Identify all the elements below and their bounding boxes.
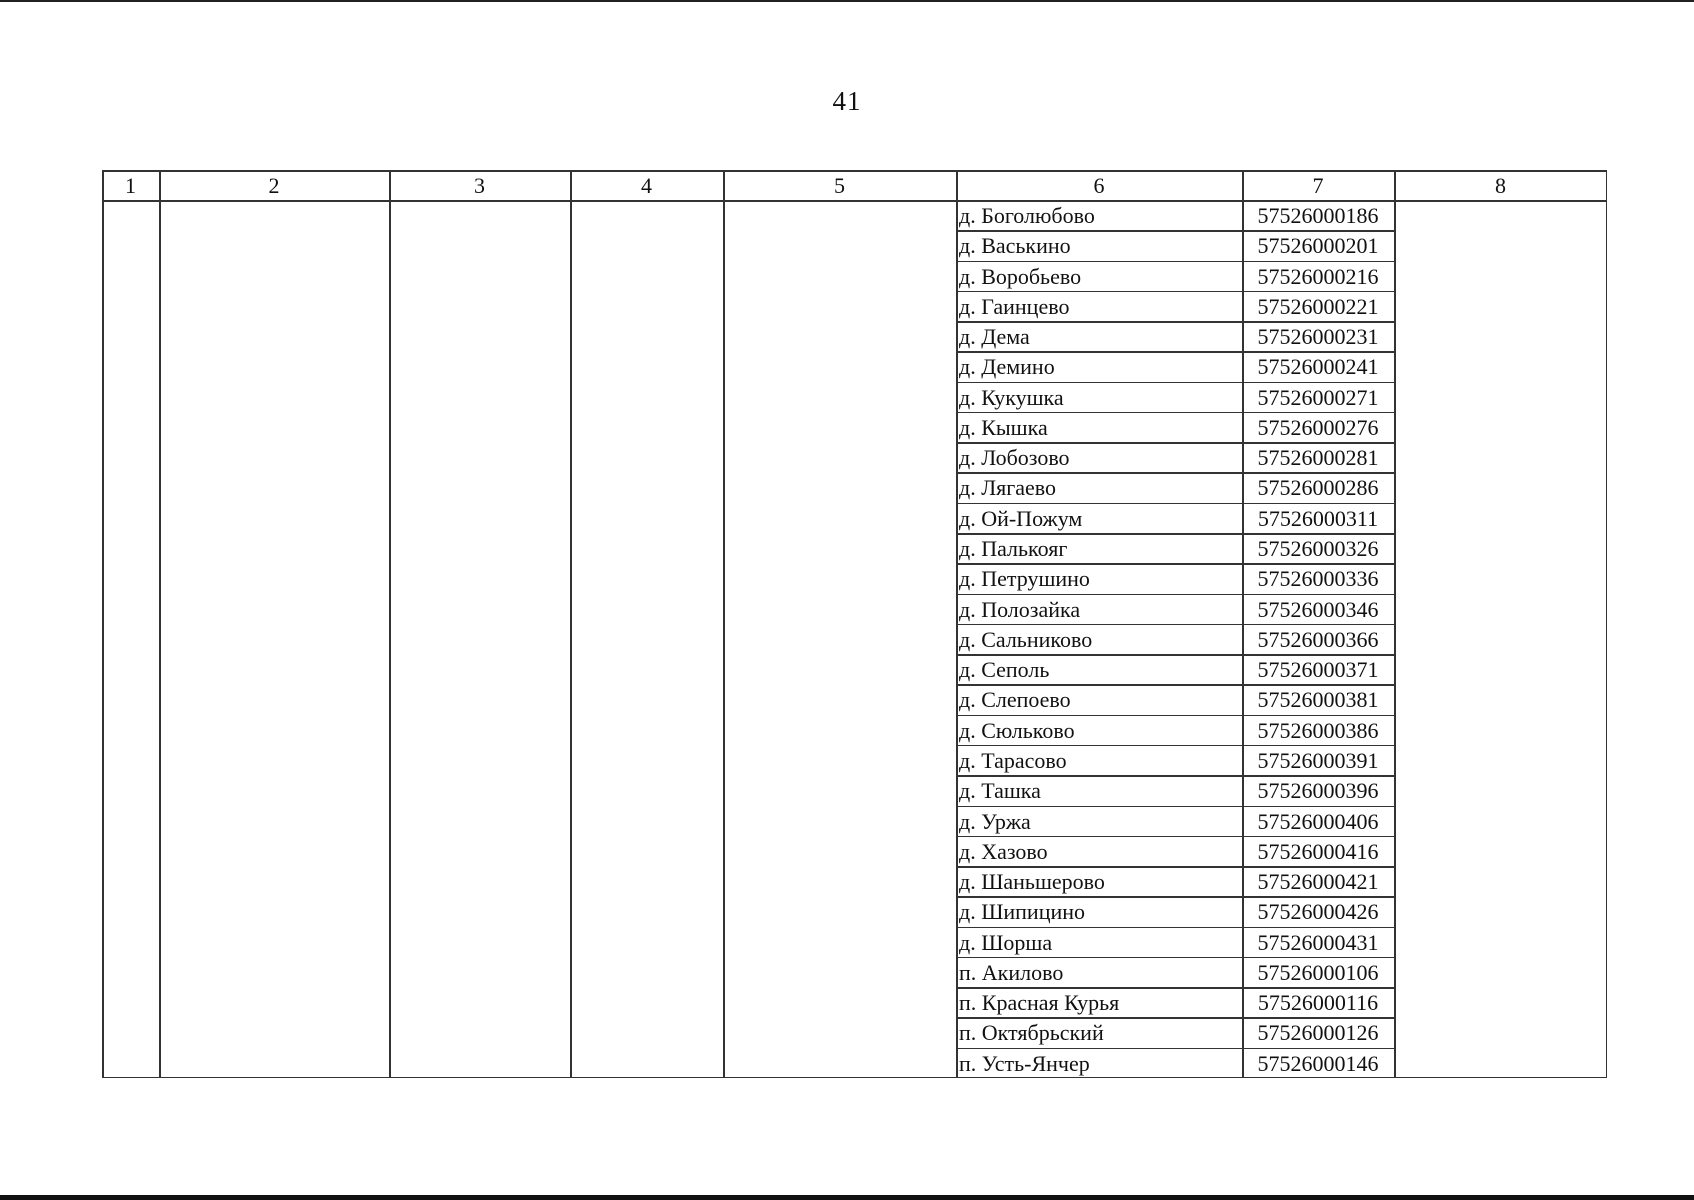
settlement-name: д. Гаинцево — [959, 293, 1070, 319]
column-divider — [1394, 170, 1396, 1078]
oktmo-code: 57526000406 — [1257, 808, 1379, 834]
oktmo-code: 57526000271 — [1257, 384, 1379, 410]
settlement-name: п. Усть-Янчер — [959, 1050, 1090, 1076]
settlement-name: д. Петрушино — [959, 566, 1090, 592]
settlement-name: д. Уржа — [959, 808, 1031, 834]
oktmo-code: 57526000396 — [1257, 778, 1379, 804]
settlement-name: д. Сюльково — [959, 717, 1075, 743]
column-header-8: 8 — [1495, 173, 1506, 198]
oktmo-code: 57526000186 — [1257, 203, 1379, 228]
oktmo-code: 57526000116 — [1257, 990, 1379, 1016]
column-header-6: 6 — [1093, 173, 1105, 198]
oktmo-code: 57526000281 — [1257, 445, 1379, 471]
settlement-name: д. Шипицино — [959, 899, 1086, 925]
column-header-1: 1 — [125, 173, 136, 198]
column-header-5: 5 — [834, 173, 845, 198]
oktmo-code: 57526000216 — [1257, 263, 1379, 289]
oktmo-code: 57526000241 — [1257, 354, 1379, 380]
settlement-name: д. Сеполь — [959, 657, 1050, 683]
column-divider — [159, 170, 161, 1078]
settlement-name: д. Лобозово — [959, 445, 1070, 471]
oktmo-code: 57526000106 — [1257, 959, 1379, 985]
bottom-border — [0, 1195, 1694, 1200]
settlement-name: д. Васькино — [959, 233, 1071, 259]
settlement-name: д. Воробьево — [959, 263, 1082, 289]
settlement-name: д. Полозайка — [959, 596, 1081, 622]
column-header-7: 7 — [1312, 173, 1324, 198]
oktmo-code: 57526000201 — [1257, 233, 1379, 259]
settlement-name: д. Ой-Пожум — [959, 505, 1083, 531]
oktmo-code: 57526000416 — [1257, 838, 1379, 864]
settlement-name: д. Лягаево — [959, 475, 1057, 501]
oktmo-code: 57526000346 — [1257, 596, 1379, 622]
oktmo-code: 57526000286 — [1257, 475, 1379, 501]
settlement-name: д. Тарасово — [959, 747, 1067, 773]
oktmo-code: 57526000386 — [1257, 717, 1379, 743]
oktmo-code: 57526000431 — [1257, 929, 1379, 955]
settlement-name: д. Шорша — [959, 929, 1053, 955]
settlement-name: д. Боголюбово — [959, 203, 1095, 228]
page-number: 41 — [832, 86, 862, 116]
settlement-name: д. Ташка — [959, 778, 1041, 804]
oktmo-code: 57526000426 — [1257, 899, 1379, 925]
oktmo-code: 57526000326 — [1257, 536, 1379, 562]
oktmo-code: 57526000421 — [1257, 869, 1379, 895]
settlement-name: д. Дема — [959, 324, 1030, 350]
column-divider — [389, 170, 391, 1078]
oktmo-code: 57526000381 — [1257, 687, 1379, 713]
oktmo-code: 57526000391 — [1257, 747, 1379, 773]
settlement-name: п. Акилово — [959, 959, 1064, 985]
oktmo-code: 57526000366 — [1257, 626, 1379, 652]
settlement-name: д. Хазово — [959, 838, 1048, 864]
oktmo-code: 57526000146 — [1257, 1050, 1379, 1076]
column-header-4: 4 — [641, 173, 652, 198]
oktmo-code: 57526000231 — [1257, 324, 1379, 350]
oktmo-code: 57526000276 — [1257, 414, 1379, 440]
settlement-name: д. Кышка — [959, 414, 1048, 440]
settlement-name: д. Шаньшерово — [959, 869, 1105, 895]
column-header-2: 2 — [268, 173, 280, 198]
top-border — [0, 0, 1694, 2]
oktmo-code: 57526000371 — [1257, 657, 1379, 683]
column-header-3: 3 — [474, 173, 485, 198]
oktmo-code: 57526000311 — [1257, 505, 1379, 531]
settlement-name: д. Слепоево — [959, 687, 1071, 713]
column-divider — [1606, 170, 1608, 1078]
settlement-name: д. Демино — [959, 354, 1055, 380]
oktmo-code: 57526000336 — [1257, 566, 1379, 592]
column-divider — [723, 170, 725, 1078]
settlement-name: д. Кукушка — [959, 384, 1064, 410]
oktmo-code: 57526000221 — [1257, 293, 1379, 319]
column-divider — [570, 170, 572, 1078]
oktmo-code: 57526000126 — [1257, 1020, 1379, 1046]
settlement-name: п. Красная Курья — [959, 990, 1120, 1016]
settlements-table — [102, 170, 1607, 1078]
column-divider — [102, 170, 104, 1078]
settlement-name: д. Палькояг — [959, 536, 1068, 562]
settlement-name: п. Октябрьский — [959, 1020, 1104, 1046]
settlement-name: д. Сальниково — [959, 626, 1093, 652]
